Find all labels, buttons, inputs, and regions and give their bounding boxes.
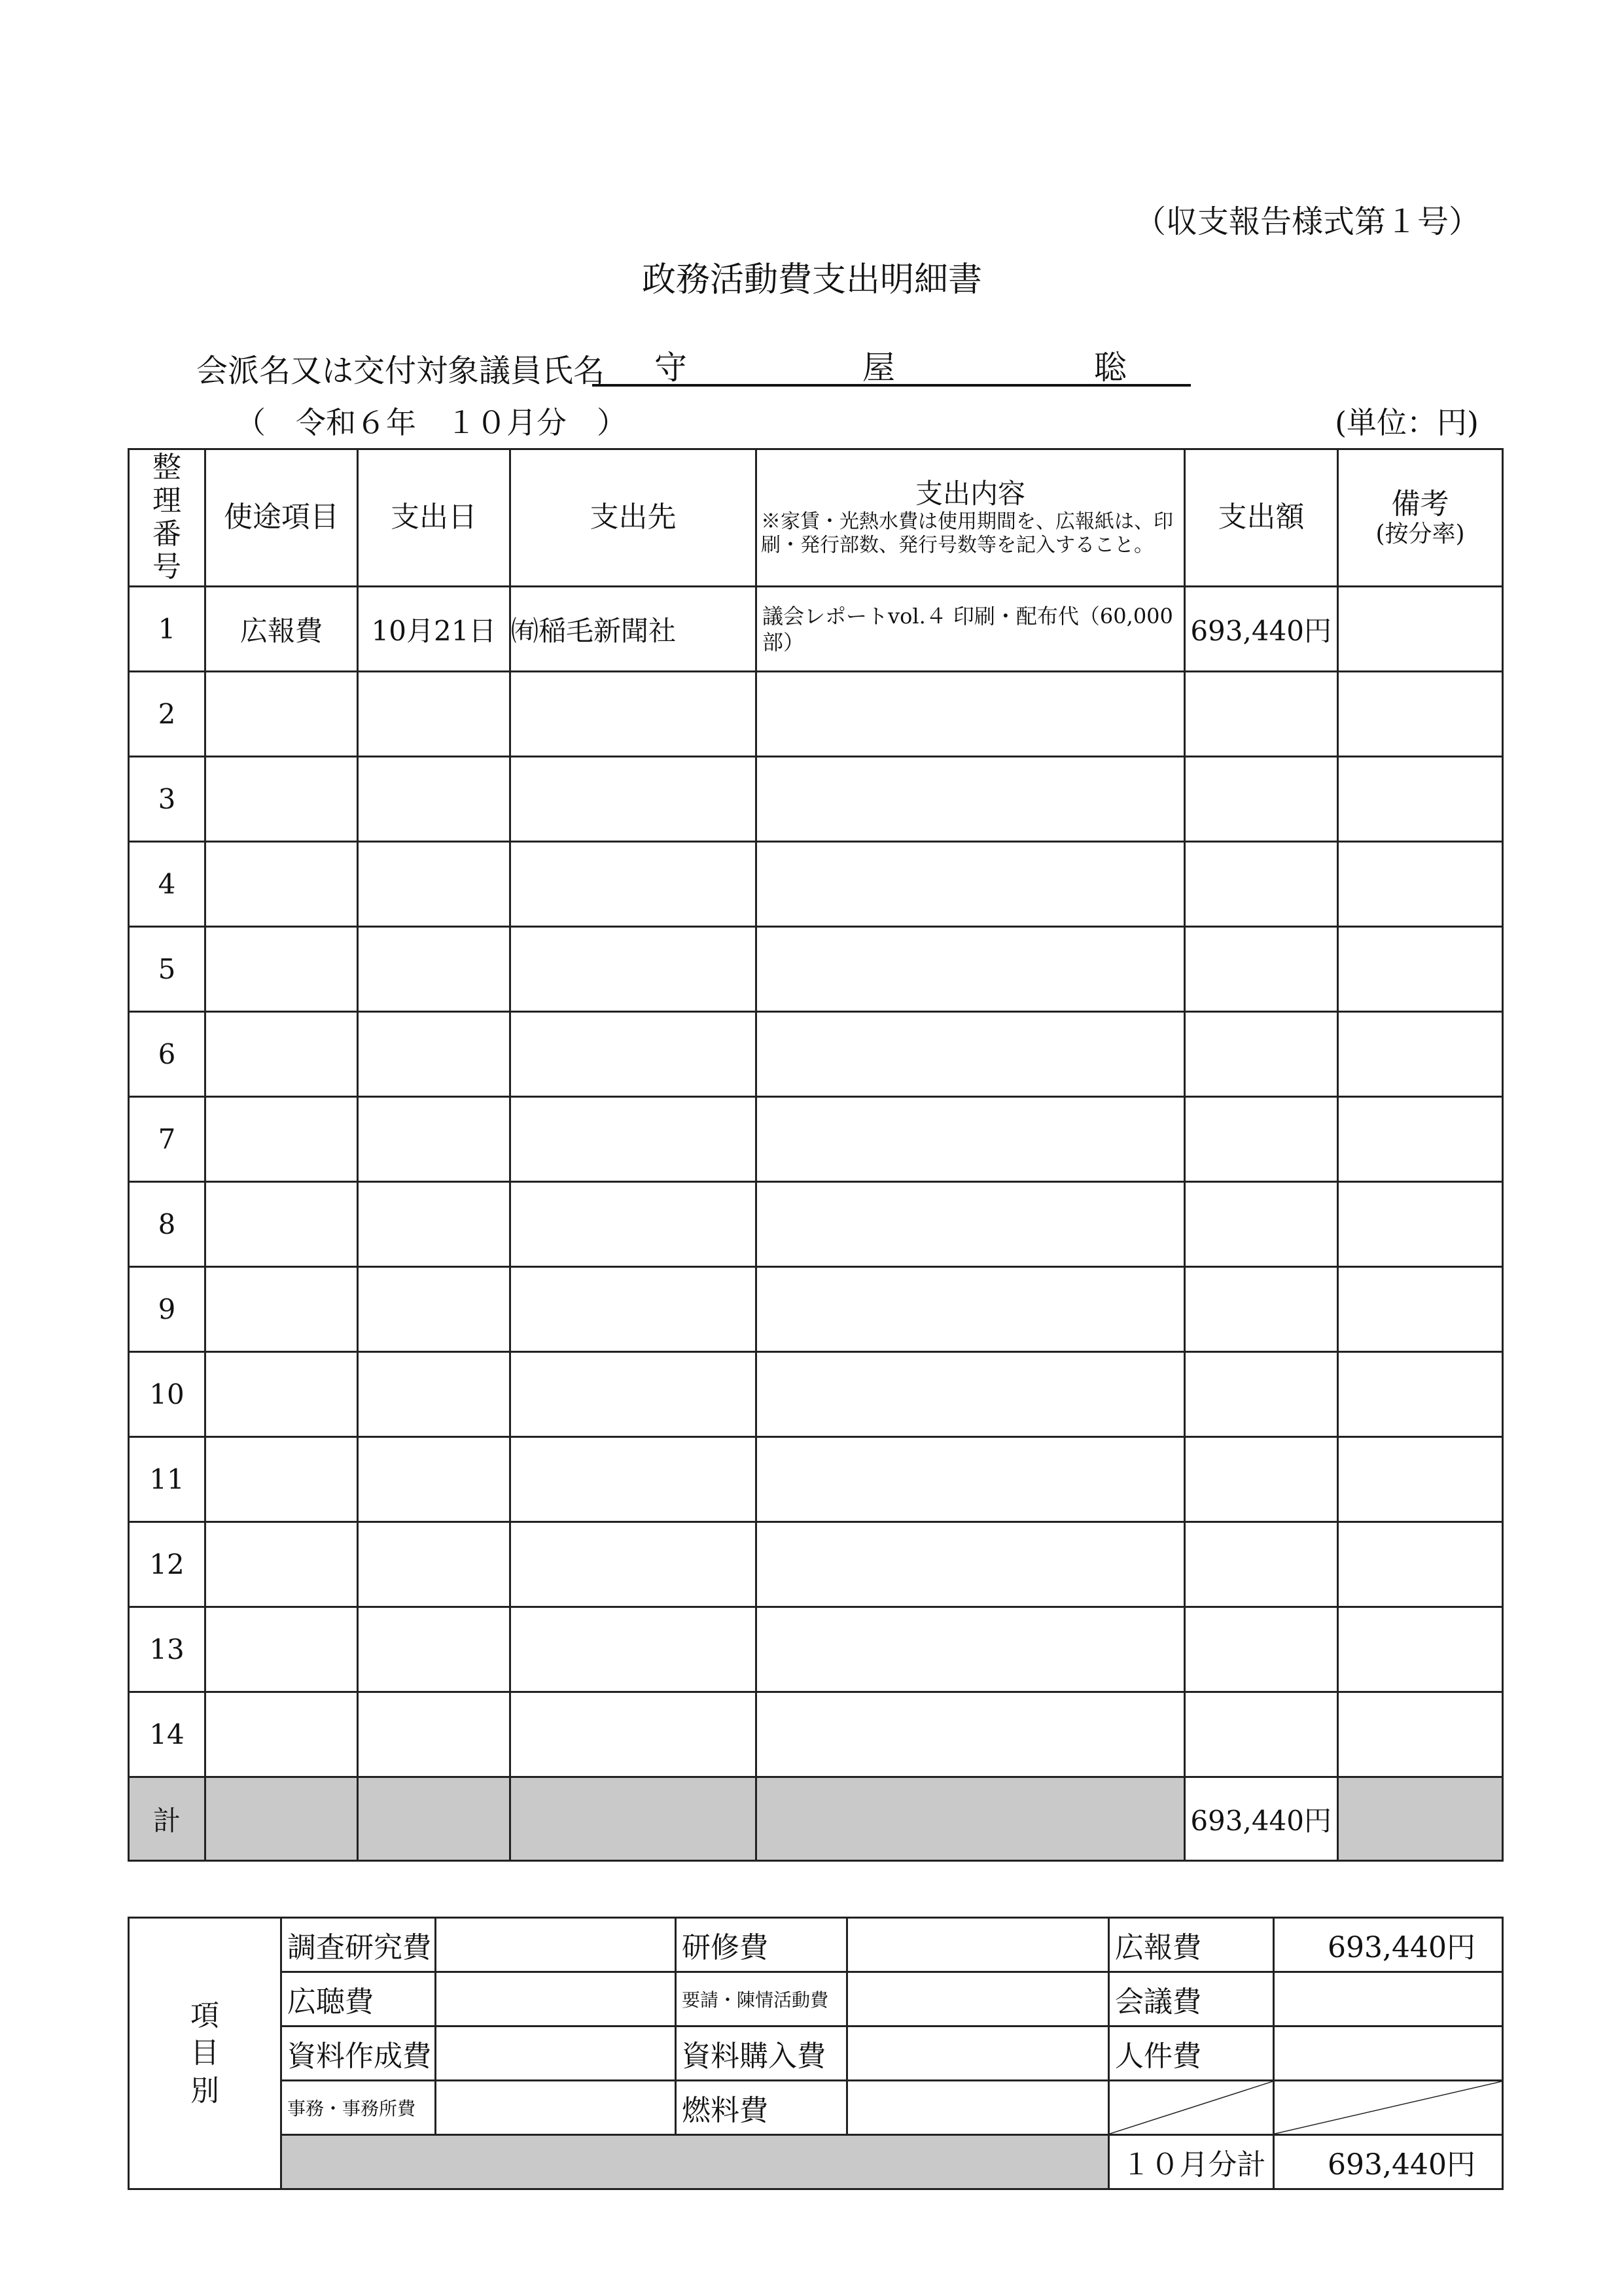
row-no: 8 <box>129 1182 205 1267</box>
row-date <box>358 757 510 842</box>
summary-row <box>129 1918 1503 1972</box>
report-period: （ 令和６年 １０月分 ） <box>236 405 627 440</box>
summary-label: 会議費 <box>1109 1972 1274 2026</box>
total-blank <box>205 1777 358 1861</box>
table-row <box>129 1267 1503 1352</box>
row-date <box>358 1692 510 1777</box>
row-purpose <box>205 1607 358 1692</box>
row-remarks <box>1338 672 1503 757</box>
row-date <box>358 927 510 1012</box>
row-no: 7 <box>129 1097 205 1182</box>
row-amount <box>1185 1012 1338 1097</box>
row-amount <box>1185 1607 1338 1692</box>
row-no: 1 <box>129 587 205 672</box>
table-row <box>129 927 1503 1012</box>
header-payee: 支出先 <box>510 449 756 587</box>
row-date <box>358 1352 510 1437</box>
row-contents <box>756 672 1185 757</box>
summary-label: 広報費 <box>1109 1918 1274 1972</box>
row-no: 9 <box>129 1267 205 1352</box>
header-date: 支出日 <box>358 449 510 587</box>
row-contents <box>756 1437 1185 1522</box>
row-payee: ㈲稲毛新聞社 <box>510 587 756 672</box>
summary-side-char: 目 <box>190 2036 219 2070</box>
row-no: 3 <box>129 757 205 842</box>
row-payee <box>510 1097 756 1182</box>
row-payee <box>510 757 756 842</box>
header-contents <box>756 449 1185 587</box>
table-row <box>129 1352 1503 1437</box>
table-row <box>129 842 1503 927</box>
table-row <box>129 1522 1503 1607</box>
row-amount <box>1185 672 1338 757</box>
row-date <box>358 1182 510 1267</box>
header-contents-title: 支出内容 <box>915 478 1025 510</box>
diagonal-cell <box>1274 2081 1503 2135</box>
summary-label: 要請・陳情活動費 <box>676 1972 847 2026</box>
table-header-row <box>129 449 1503 587</box>
table-row <box>129 1607 1503 1692</box>
table-row <box>129 1692 1503 1777</box>
row-no: 2 <box>129 672 205 757</box>
summary-side-char: 別 <box>190 2074 219 2108</box>
row-purpose <box>205 1097 358 1182</box>
row-purpose <box>205 757 358 842</box>
row-remarks <box>1338 1182 1503 1267</box>
total-row <box>129 1777 1503 1861</box>
row-amount: 693,440円 <box>1185 587 1338 672</box>
row-purpose <box>205 1012 358 1097</box>
row-remarks <box>1338 927 1503 1012</box>
row-amount <box>1185 842 1338 927</box>
summary-side-char: 項 <box>190 1999 219 2033</box>
total-blank <box>358 1777 510 1861</box>
summary-label: 燃料費 <box>676 2081 847 2135</box>
row-payee <box>510 1352 756 1437</box>
row-date <box>358 1522 510 1607</box>
row-purpose: 広報費 <box>205 587 358 672</box>
row-date <box>358 672 510 757</box>
summary-amount <box>847 2081 1109 2135</box>
summary-label: 調査研究費 <box>281 1918 436 1972</box>
month-total-label: １０月分計 <box>1109 2135 1274 2189</box>
summary-label: 資料作成費 <box>281 2026 436 2081</box>
header-amount: 支出額 <box>1185 449 1338 587</box>
row-no: 14 <box>129 1692 205 1777</box>
category-summary-table <box>128 1917 1504 2190</box>
row-contents <box>756 1352 1185 1437</box>
summary-amount: 693,440円 <box>1274 1918 1503 1972</box>
total-amount: 693,440円 <box>1185 1777 1338 1861</box>
table-row <box>129 1182 1503 1267</box>
row-purpose <box>205 1267 358 1352</box>
summary-row <box>129 1972 1503 2026</box>
table-row <box>129 672 1503 757</box>
summary-row <box>129 2026 1503 2081</box>
row-no: 13 <box>129 1607 205 1692</box>
summary-amount <box>436 2081 676 2135</box>
row-date: 10月21日 <box>358 587 510 672</box>
table-row <box>129 1437 1503 1522</box>
row-contents <box>756 1522 1185 1607</box>
summary-label: 資料購入費 <box>676 2026 847 2081</box>
summary-label: 研修費 <box>676 1918 847 1972</box>
row-remarks <box>1338 842 1503 927</box>
row-purpose <box>205 927 358 1012</box>
row-payee <box>510 927 756 1012</box>
row-payee <box>510 672 756 757</box>
summary-side-label <box>129 1918 281 2189</box>
row-remarks <box>1338 1437 1503 1522</box>
row-remarks <box>1338 1607 1503 1692</box>
row-date <box>358 1437 510 1522</box>
row-purpose <box>205 1352 358 1437</box>
row-payee <box>510 1522 756 1607</box>
row-amount <box>1185 1692 1338 1777</box>
row-amount <box>1185 1522 1338 1607</box>
row-purpose <box>205 1522 358 1607</box>
header-purpose: 使途項目 <box>205 449 358 587</box>
header-contents-note: ※家賃・光熱水費は使用期間を、広報紙は、印刷・発行部数、発行号数等を記入すること。 <box>761 510 1173 557</box>
row-remarks <box>1338 1352 1503 1437</box>
row-amount <box>1185 1097 1338 1182</box>
row-remarks <box>1338 587 1503 672</box>
row-purpose <box>205 1182 358 1267</box>
row-date <box>358 1607 510 1692</box>
row-contents <box>756 1097 1185 1182</box>
row-amount <box>1185 1182 1338 1267</box>
row-amount <box>1185 1352 1338 1437</box>
summary-label: 人件費 <box>1109 2026 1274 2081</box>
summary-amount <box>847 2026 1109 2081</box>
row-amount <box>1185 1437 1338 1522</box>
total-label: 計 <box>129 1777 205 1861</box>
total-blank <box>1338 1777 1503 1861</box>
month-total-amount: 693,440円 <box>1274 2135 1503 2189</box>
diagonal-cell <box>1109 2081 1274 2135</box>
row-payee <box>510 1267 756 1352</box>
row-no: 12 <box>129 1522 205 1607</box>
row-purpose <box>205 1692 358 1777</box>
row-contents <box>756 1182 1185 1267</box>
row-payee <box>510 1692 756 1777</box>
row-purpose <box>205 1437 358 1522</box>
table-row <box>129 587 1503 672</box>
table-row <box>129 1097 1503 1182</box>
unit-label: (単位：円) <box>1335 405 1479 440</box>
row-contents <box>756 842 1185 927</box>
summary-amount <box>436 1918 676 1972</box>
table-row <box>129 757 1503 842</box>
row-contents <box>756 1267 1185 1352</box>
summary-amount <box>436 2026 676 2081</box>
row-amount <box>1185 757 1338 842</box>
summary-amount <box>1274 2026 1503 2081</box>
summary-total-blank <box>281 2135 1109 2189</box>
row-payee <box>510 1182 756 1267</box>
table-body <box>129 587 1503 1777</box>
row-contents <box>756 1692 1185 1777</box>
row-date <box>358 1097 510 1182</box>
row-date <box>358 1267 510 1352</box>
summary-total-row <box>129 2135 1503 2189</box>
row-remarks <box>1338 1522 1503 1607</box>
row-purpose <box>205 672 358 757</box>
row-remarks <box>1338 1267 1503 1352</box>
member-name-char: 聡 <box>1094 349 1127 387</box>
row-contents <box>756 927 1185 1012</box>
member-label: 会派名又は交付対象議員氏名 <box>196 353 605 389</box>
diagonal-line-icon <box>1110 2081 1273 2134</box>
summary-amount <box>1274 1972 1503 2026</box>
table-row <box>129 1012 1503 1097</box>
row-remarks <box>1338 1692 1503 1777</box>
summary-label: 事務・事務所費 <box>281 2081 436 2135</box>
diagonal-line-icon <box>1275 2081 1502 2134</box>
row-no: 6 <box>129 1012 205 1097</box>
total-blank <box>756 1777 1185 1861</box>
member-name-char: 守 <box>654 349 687 387</box>
row-payee <box>510 1607 756 1692</box>
row-amount <box>1185 927 1338 1012</box>
summary-row <box>129 2081 1503 2135</box>
header-no: 整理番号 <box>129 449 205 587</box>
row-date <box>358 1012 510 1097</box>
header-remarks-sub: (按分率) <box>1375 521 1465 548</box>
summary-label: 広聴費 <box>281 1972 436 2026</box>
row-no: 5 <box>129 927 205 1012</box>
header-remarks-title: 備考 <box>1391 487 1449 521</box>
row-amount <box>1185 1267 1338 1352</box>
row-payee <box>510 1012 756 1097</box>
row-remarks <box>1338 1012 1503 1097</box>
row-contents <box>756 1607 1185 1692</box>
row-date <box>358 842 510 927</box>
row-remarks <box>1338 1097 1503 1182</box>
row-purpose <box>205 842 358 927</box>
row-contents <box>756 757 1185 842</box>
summary-amount <box>436 1972 676 2026</box>
document-title: 政務活動費支出明細書 <box>641 260 982 300</box>
row-payee <box>510 842 756 927</box>
row-payee <box>510 1437 756 1522</box>
row-contents: 議会レポートvol.４ 印刷・配布代（60,000部） <box>756 587 1185 672</box>
summary-amount <box>847 1972 1109 2026</box>
expenditure-table <box>128 448 1504 1862</box>
row-no: 11 <box>129 1437 205 1522</box>
header-remarks <box>1338 449 1503 587</box>
member-name-char: 屋 <box>862 349 895 387</box>
row-remarks <box>1338 757 1503 842</box>
row-no: 10 <box>129 1352 205 1437</box>
row-contents <box>756 1012 1185 1097</box>
summary-amount <box>847 1918 1109 1972</box>
row-no: 4 <box>129 842 205 927</box>
form-code: （収支報告様式第１号） <box>1134 203 1480 240</box>
total-blank <box>510 1777 756 1861</box>
